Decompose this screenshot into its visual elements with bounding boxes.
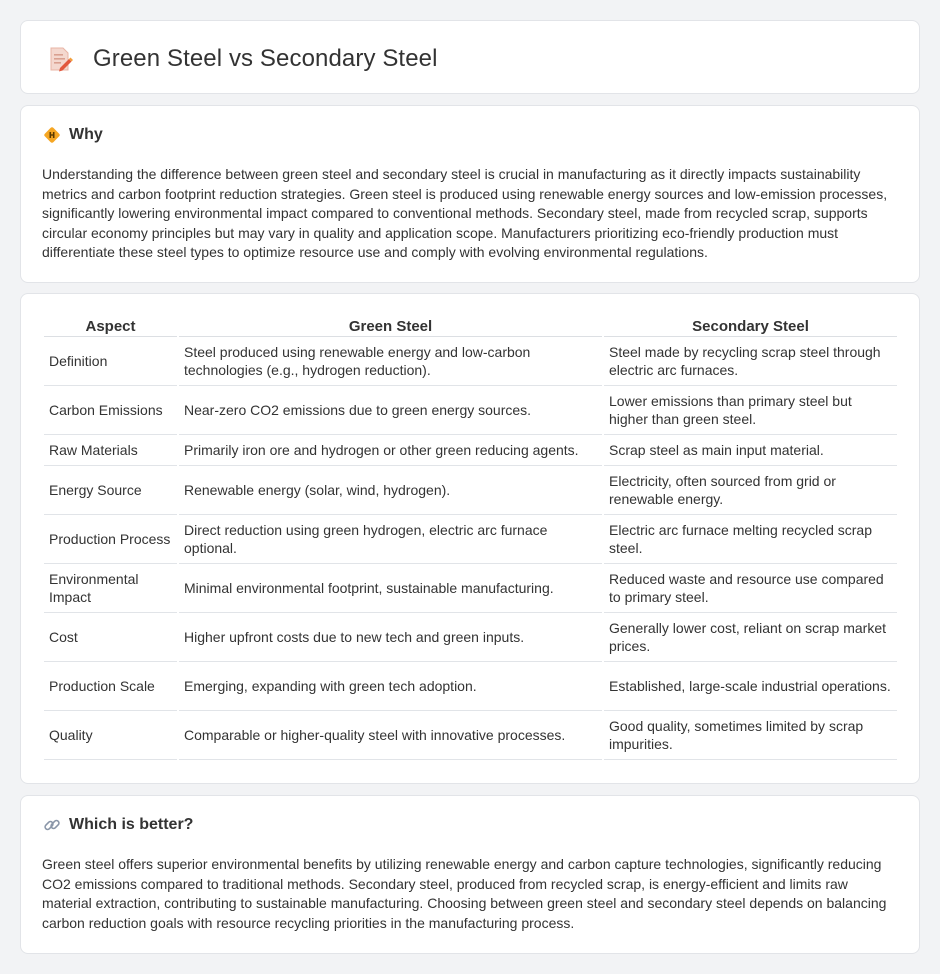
secondary-steel-cell: Scrap steel as main input material. [604,435,897,466]
table-row [44,435,897,466]
aspect-cell: Quality [44,711,177,760]
secondary-steel-cell: Lower emissions than primary steel but higher than green steel. [604,386,897,435]
green-steel-cell: Renewable energy (solar, wind, hydrogen). [179,466,602,515]
why-text: Understanding the difference between green steel and secondary steel is crucial in manufacturing as it directly impacts sustainability metrics and carbon footprint reduction strategies. Green steel is produced using renewable energy sources and low-emission processes, significantly lowering environmental impact compared to conventional methods. Secondary steel, made from recycled scrap, supports circular economy principles but may vary in quality and application scope. Manufacturers prioritizing eco-friendly production must differentiate these steel types to optimize resource use and comply with evolving environmental regulations. [42,166,888,260]
page-title: Green Steel vs Secondary Steel [93,45,438,72]
aspect-cell: Definition [44,337,177,386]
green-steel-cell: Comparable or higher-quality steel with innovative processes. [179,711,602,760]
secondary-steel-cell: Good quality, sometimes limited by scrap impurities. [604,711,897,760]
better-heading-row [43,816,193,834]
secondary-steel-cell: Established, large-scale industrial operations. [604,662,897,711]
table-row [44,564,897,613]
why-section [20,105,920,283]
green-steel-cell: Steel produced using renewable energy and low-carbon technologies (e.g., hydrogen reduction). [179,337,602,386]
table-row [44,386,897,435]
comparison-table-card [20,293,920,784]
green-steel-cell: Emerging, expanding with green tech adoption. [179,662,602,711]
secondary-steel-cell: Electricity, often sourced from grid or renewable energy. [604,466,897,515]
why-heading: Why [69,126,103,143]
green-steel-cell: Direct reduction using green hydrogen, electric arc furnace optional. [179,515,602,564]
better-text: Green steel offers superior environmental benefits by utilizing renewable energy and carbon capture technologies, significantly reducing CO2 emissions compared to traditional methods. Secondary steel, produced from recycled scrap, is energy-efficient and limits raw material extraction, contributing to sustainable manufacturing. Choosing between green steel and secondary steel depends on balancing carbon reduction goals with resource recycling priorities in the manufacturing process. [42,856,887,931]
header-green-steel: Green Steel [179,315,602,337]
aspect-cell: Energy Source [44,466,177,515]
table-row [44,337,897,386]
table-row [44,711,897,760]
better-heading: Which is better? [69,816,194,833]
aspect-cell: Production Process [44,515,177,564]
aspect-cell: Carbon Emissions [44,386,177,435]
title-card [20,20,920,94]
why-heading-row [43,126,103,144]
table-row [44,466,897,515]
green-steel-cell: Minimal environmental footprint, sustainable manufacturing. [179,564,602,613]
aspect-cell: Production Scale [44,662,177,711]
document-edit-icon [47,46,73,72]
link-icon [43,816,61,834]
aspect-cell: Cost [44,613,177,662]
green-steel-cell: Near-zero CO2 emissions due to green energy sources. [179,386,602,435]
secondary-steel-cell: Steel made by recycling scrap steel through electric arc furnaces. [604,337,897,386]
table-row [44,515,897,564]
warning-sign-icon [43,126,61,144]
header-aspect: Aspect [44,315,177,337]
green-steel-cell: Primarily iron ore and hydrogen or other green reducing agents. [179,435,602,466]
table-header-row [44,315,897,337]
aspect-cell: Raw Materials [44,435,177,466]
table-row [44,613,897,662]
secondary-steel-cell: Electric arc furnace melting recycled scrap steel. [604,515,897,564]
aspect-cell: Environmental Impact [44,564,177,613]
which-is-better-section [20,795,920,954]
secondary-steel-cell: Generally lower cost, reliant on scrap market prices. [604,613,897,662]
secondary-steel-cell: Reduced waste and resource use compared to primary steel. [604,564,897,613]
title-row [47,45,438,73]
table-row [44,662,897,711]
header-secondary-steel: Secondary Steel [604,315,897,337]
comparison-table [42,315,899,760]
green-steel-cell: Higher upfront costs due to new tech and green inputs. [179,613,602,662]
